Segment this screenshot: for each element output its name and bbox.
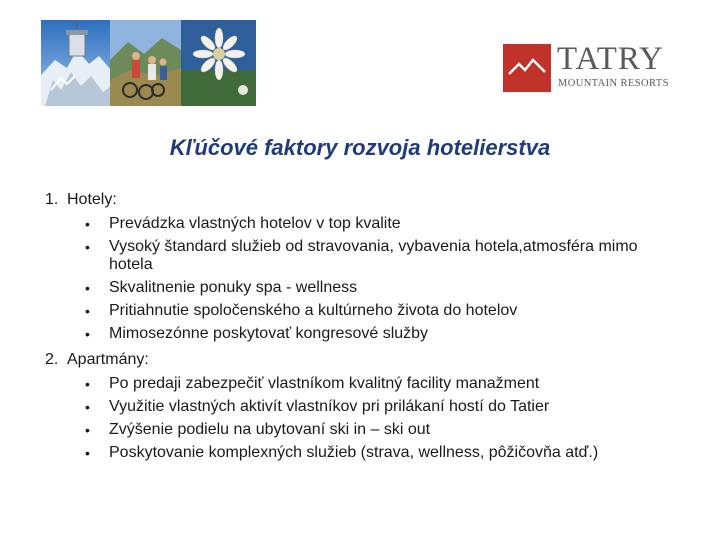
list-item: • Poskytovanie komplexných služieb (strava, wellness, pôžičovňa atď.) [85,444,599,461]
content-list [45,188,705,467]
section-label: Hotely: [67,191,117,208]
mountain-station-photo [41,20,111,106]
bullet-icon: • [85,445,90,461]
list-item: • Po predaji zabezpečiť vlastníkom kvalitný facility manažment [85,375,540,392]
list-item: • Mimosezónne poskytovať kongresové služby [85,325,429,342]
bullet-icon: • [85,239,90,255]
bullet-icon: • [85,216,90,232]
logo-subtitle: MOUNTAIN RESORTS [558,78,669,89]
edelweiss-photo [181,20,256,106]
logo-name: TATRY [557,41,664,77]
list-item: • Prevádzka vlastných hotelov v top kvalite [85,215,401,232]
section-number: 1. [45,191,59,208]
list-item: • Pritiahnutie spoločenského a kultúrneho života do hotelov [85,302,518,319]
section-label: Apartmány: [67,351,149,368]
bullet-icon: • [85,399,90,415]
section-number: 2. [45,351,59,368]
company-logo [503,41,683,94]
cyclists-photo [110,20,181,106]
bullet-icon: • [85,280,90,296]
bullet-icon: • [85,303,90,319]
bullet-icon: • [85,422,90,438]
page-title: Kľúčové faktory rozvoja hotelierstva [169,135,551,160]
list-item: • Zvýšenie podielu na ubytovaní ski in – ski out [85,421,431,438]
logo-mountain-icon [503,44,551,92]
list-item: • Využitie vlastných aktivít vlastníkov pri prilákaní hostí do Tatier [85,398,550,415]
section-hotels [45,188,705,212]
section-apartments [45,348,705,372]
list-item: • Skvalitnenie ponuky spa - wellness [85,279,358,296]
list-item: • Vysoký štandard služieb od stravovania, vybavenia hotela,atmosféra mimo hotela [85,238,638,273]
bullet-icon: • [85,376,90,392]
bullet-icon: • [85,326,90,342]
